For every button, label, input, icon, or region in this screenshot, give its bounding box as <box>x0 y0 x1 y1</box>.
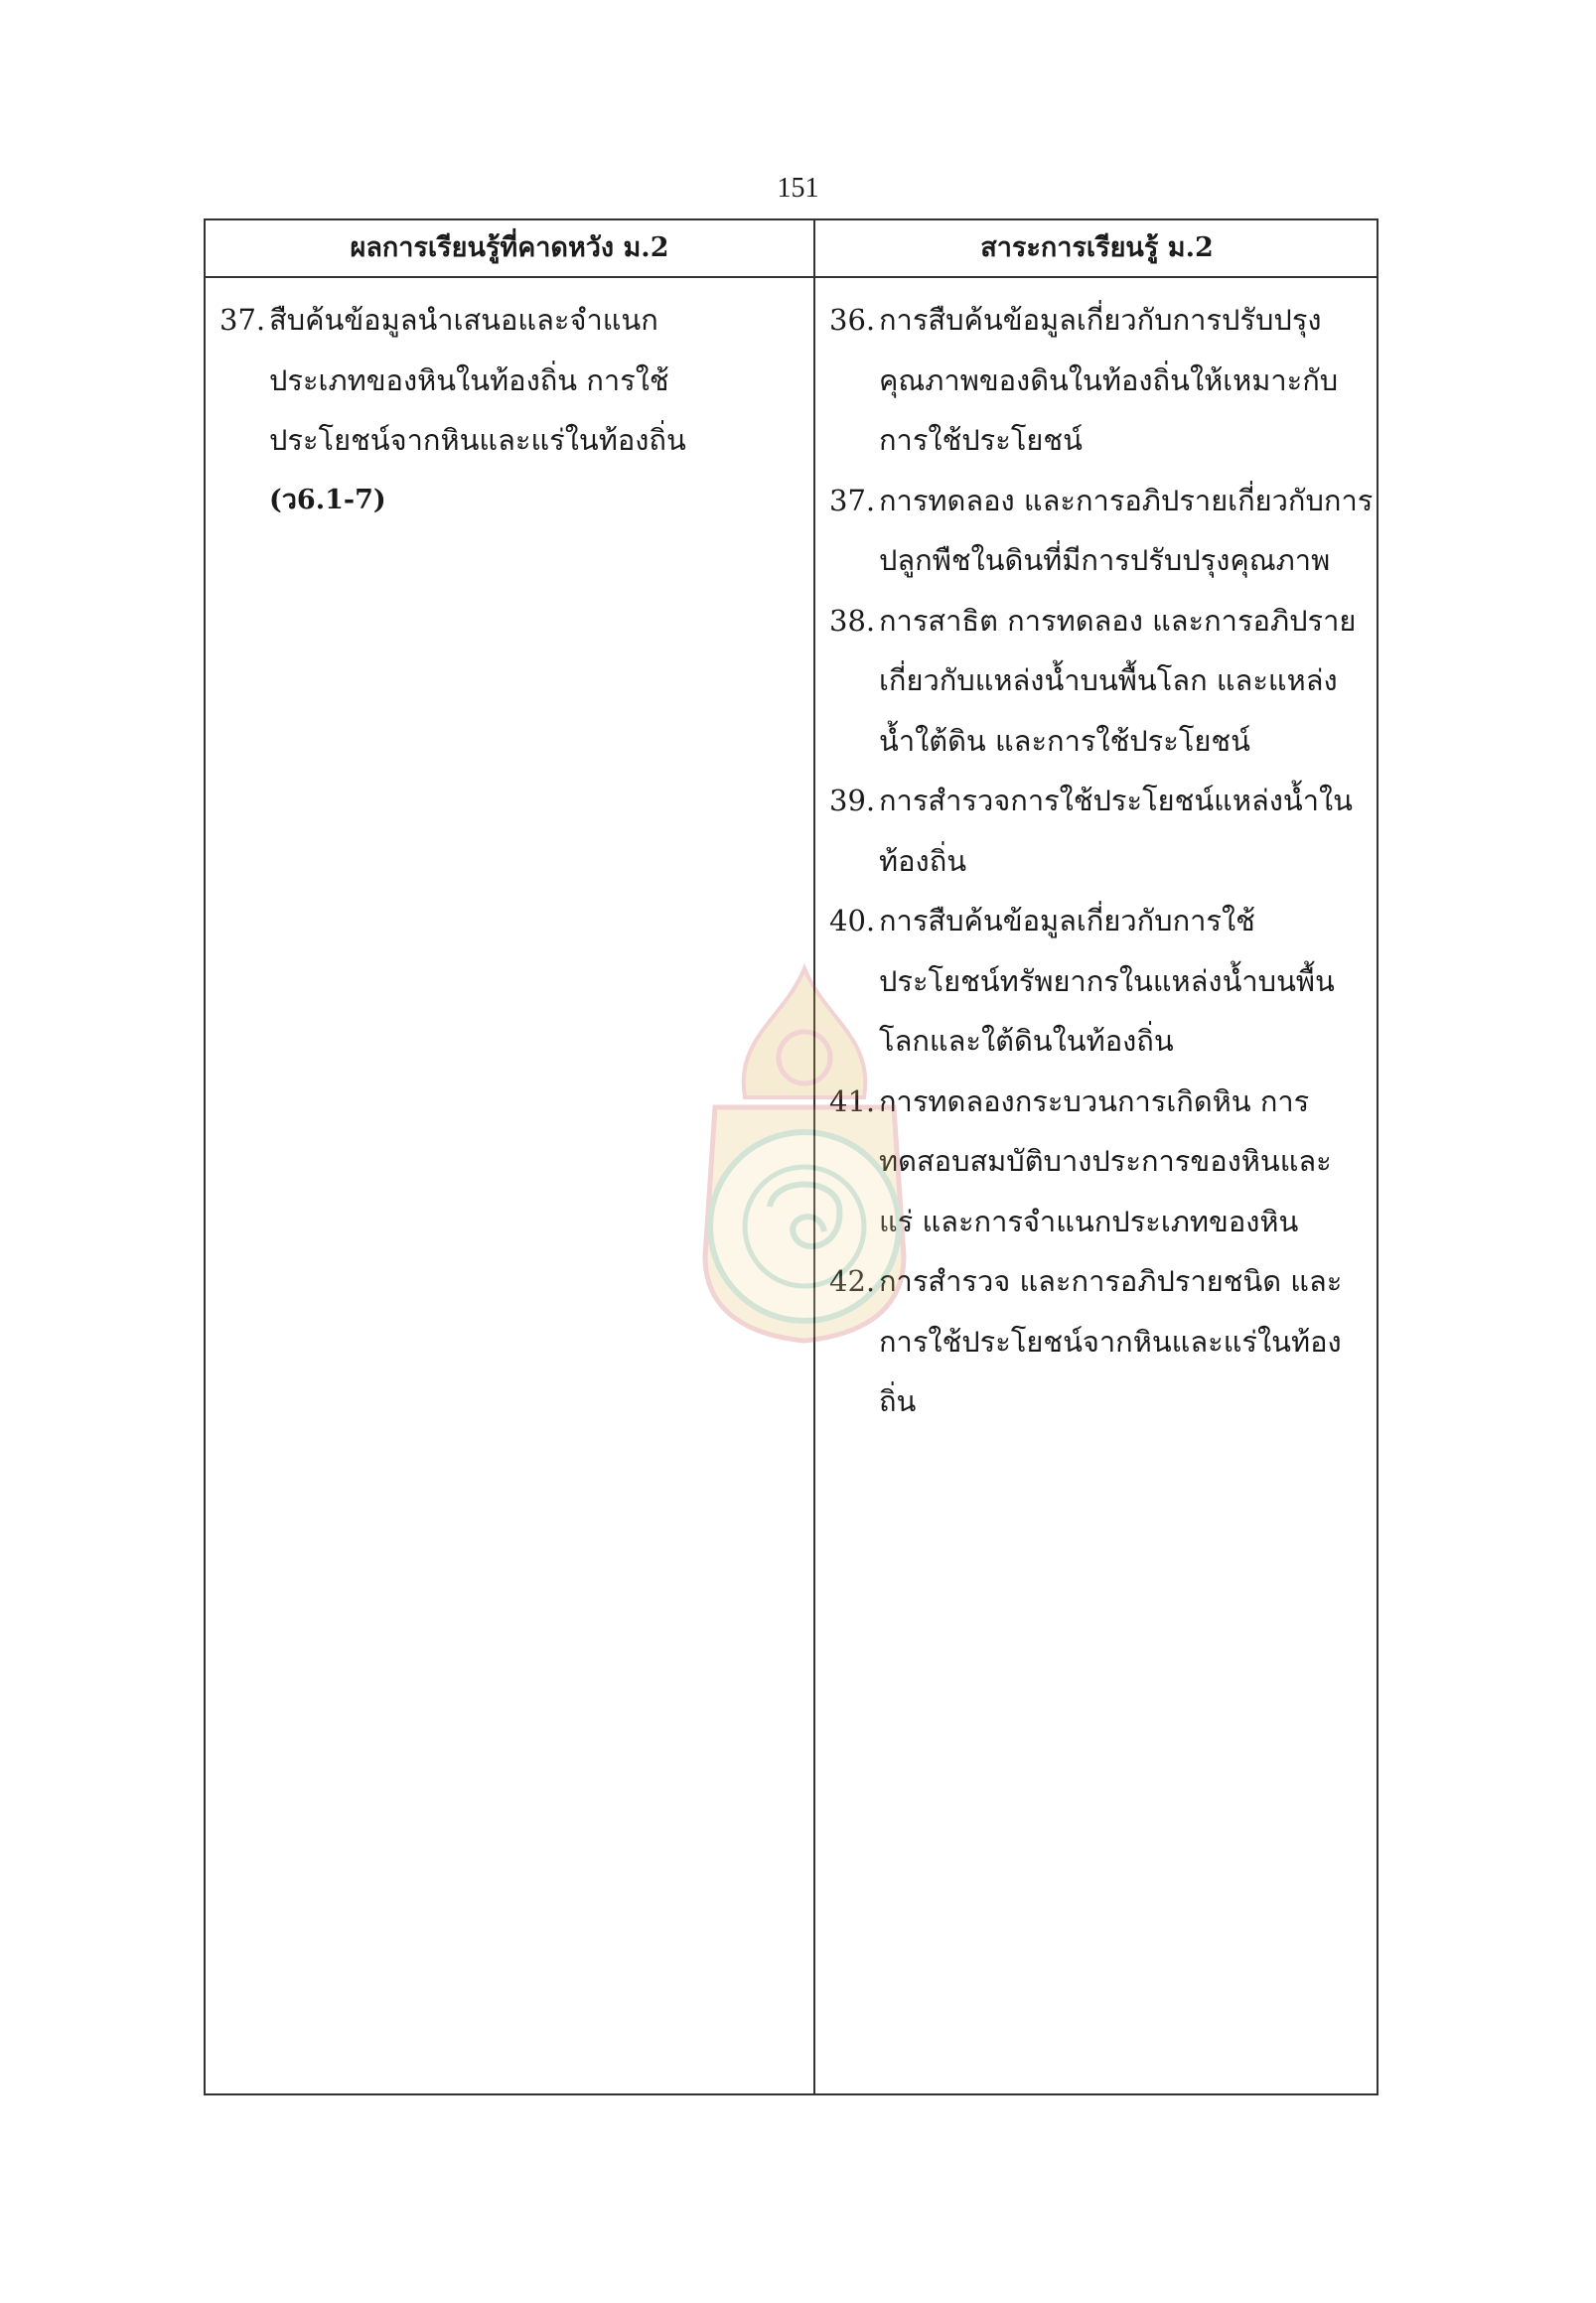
item-line: เกี่ยวกับแหล่งน้ำบนพื้นโลก และแหล่ง <box>879 663 1338 697</box>
item-line: โลกและใต้ดินในท้องถิ่น <box>879 1024 1174 1058</box>
item-line: การสำรวจการใช้ประโยชน์แหล่งน้ำใน <box>879 784 1353 817</box>
item-line: การทดลองกระบวนการเกิดหิน การ <box>879 1083 1310 1118</box>
content-item <box>829 290 1374 471</box>
page-number: 151 <box>777 173 819 204</box>
item-line: คุณภาพของดินในท้องถิ่นให้เหมาะกับ <box>879 362 1339 397</box>
learning-content-column <box>829 290 1374 1432</box>
item-line: การสาธิต การทดลอง และการอภิปราย <box>879 603 1357 638</box>
column-divider <box>813 220 815 2093</box>
item-line: ประโยชน์จากหินและแร่ในท้องถิ่น <box>269 423 686 457</box>
item-number: 42. <box>829 1264 876 1298</box>
item-line: ทดสอบสมบัติบางประการของหินและ <box>879 1144 1332 1178</box>
content-item <box>829 1251 1374 1432</box>
item-line: ปลูกพืชในดินที่มีการปรับปรุงคุณภาพ <box>879 543 1331 577</box>
item-line: การใช้ประโยชน์จากหินและแร่ในท้อง <box>879 1324 1342 1359</box>
item-line: ถิ่น <box>879 1384 917 1418</box>
item-line: การสืบค้นข้อมูลเกี่ยวกับการปรับปรุง <box>879 303 1322 337</box>
header-expected-outcomes: ผลการเรียนรู้ที่คาดหวัง ม.2 <box>350 232 669 263</box>
item-line: การทดลอง และการอภิปรายเกี่ยวกับการ <box>879 483 1374 517</box>
content-item <box>829 471 1374 591</box>
item-number: 36. <box>829 303 876 337</box>
content-item <box>829 891 1374 1072</box>
item-number: 41. <box>829 1083 876 1118</box>
item-line: การใช้ประโยชน์ <box>879 423 1083 457</box>
item-line: ท้องถิ่น <box>879 843 967 878</box>
item-line: การสำรวจ และการอภิปรายชนิด และ <box>879 1264 1343 1298</box>
item-number: 37. <box>829 483 876 517</box>
item-line: น้ำใต้ดิน และการใช้ประโยชน์ <box>879 723 1250 758</box>
indicator-code: (ว6.1-7) <box>269 484 386 515</box>
item-line: สืบค้นข้อมูลนำเสนอและจำแนก <box>269 303 658 337</box>
content-item <box>829 1072 1374 1252</box>
item-line: แร่ และการจำแนกประเภทของหิน <box>879 1204 1299 1238</box>
header-learning-content: สาระการเรียนรู้ ม.2 <box>980 232 1214 263</box>
outcome-item <box>219 290 805 471</box>
item-number: 40. <box>829 904 876 937</box>
item-number: 39. <box>829 784 876 817</box>
content-item <box>829 771 1374 891</box>
curriculum-table <box>204 218 1378 2095</box>
expected-outcomes-column <box>219 290 805 530</box>
item-number: 38. <box>829 603 876 638</box>
table-header-row <box>206 220 1377 278</box>
item-line: ประเภทของหินในท้องถิ่น การใช้ <box>269 362 669 397</box>
item-number: 37. <box>219 303 266 337</box>
item-line: การสืบค้นข้อมูลเกี่ยวกับการใช้ <box>879 904 1255 937</box>
content-item <box>829 591 1374 772</box>
item-line: ประโยชน์ทรัพยากรในแหล่งน้ำบนพื้น <box>879 963 1335 998</box>
